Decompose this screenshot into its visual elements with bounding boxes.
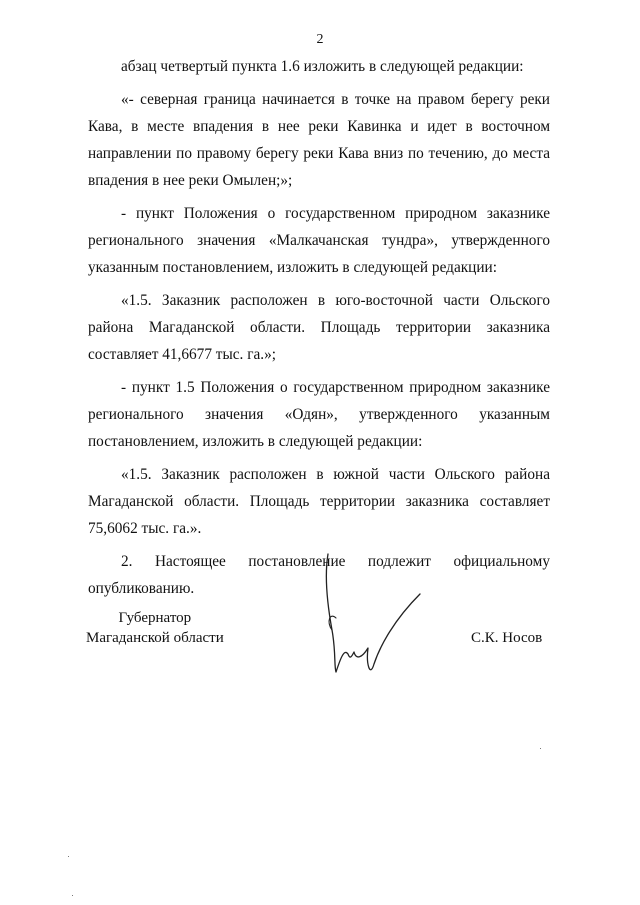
- signatory-title-line2: Магаданской области: [86, 630, 224, 646]
- scan-speck: [68, 856, 69, 857]
- paragraph-1: абзац четвертый пункта 1.6 изложить в следующей редакции:: [121, 58, 524, 75]
- paragraph-4: «1.5. Заказник расположен в юго-восточной части Ольского района Магаданской области. Площадь территории заказника составляет 41,6677 тыс. га.»;: [88, 292, 550, 363]
- paragraph-5: - пункт 1.5 Положения о государственном природном заказнике регионального значения «Одян», утвержденного указанным постановлением, изложить в следующей редакции:: [88, 379, 550, 450]
- signatory-title-line1: Губернатор: [118, 610, 192, 626]
- handwritten-signature-icon: [318, 548, 428, 693]
- paragraph-2: «- северная граница начинается в точке на правом берегу реки Кава, в месте впадения в нее реки Кавинка и идет в восточном направлении по правому берегу реки Кава вниз по течению, до места впадения в нее реки Омылен;»;: [88, 91, 550, 189]
- page-number: 2: [316, 32, 324, 47]
- signatory-name: С.К. Носов: [471, 630, 543, 646]
- paragraph-7: 2. Настоящее постановление подлежит официальному опубликованию.: [88, 553, 550, 597]
- document-body: [88, 53, 550, 602]
- paragraph-6: «1.5. Заказник расположен в южной части Ольского района Магаданской области. Площадь территории заказника составляет 75,6062 тыс. га.».: [88, 466, 550, 537]
- scan-speck: [72, 895, 73, 896]
- paragraph-3: - пункт Положения о государственном природном заказнике регионального значения «Малкачанская тундра», утвержденного указанным постановлением, изложить в следующей редакции:: [88, 205, 550, 276]
- signatory-title: [86, 608, 224, 648]
- scan-speck: [540, 748, 541, 749]
